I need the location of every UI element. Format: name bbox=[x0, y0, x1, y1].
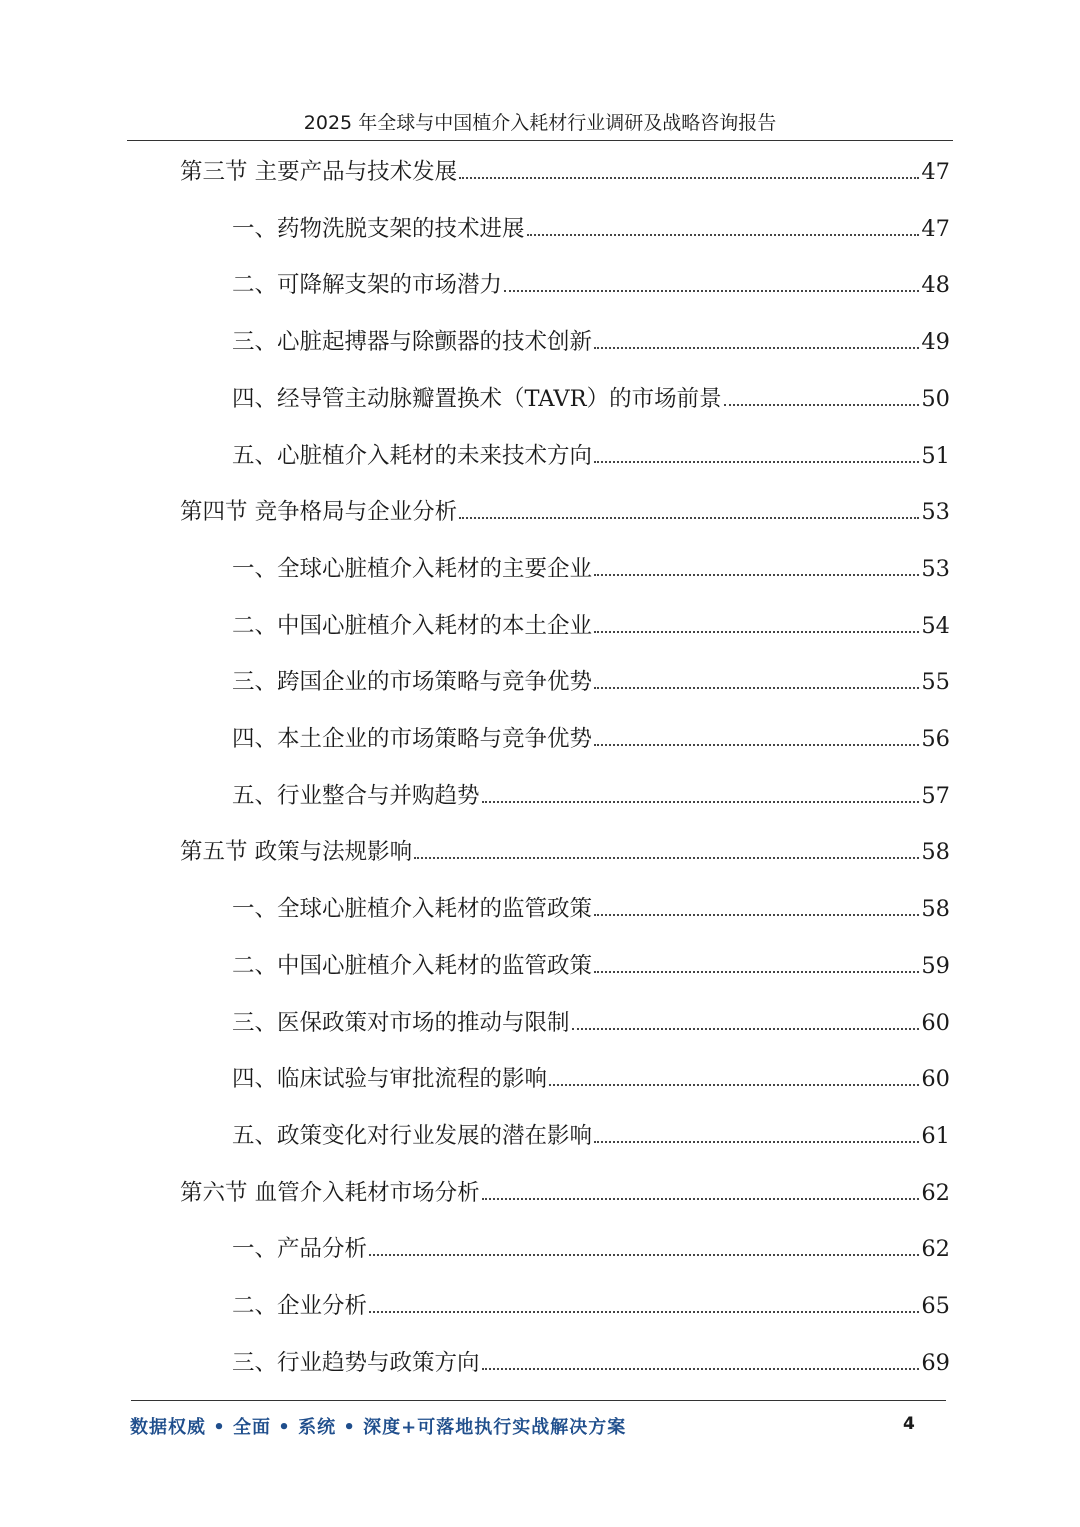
toc-dot-leader bbox=[459, 177, 919, 179]
toc-dot-leader bbox=[594, 461, 919, 463]
toc-subsection-entry[interactable] bbox=[232, 1345, 950, 1381]
header-divider bbox=[127, 140, 953, 141]
toc-dot-leader bbox=[527, 234, 920, 236]
toc-entry-label: 第六节 血管介入耗材市场分析 bbox=[180, 1179, 480, 1206]
toc-dot-leader bbox=[594, 914, 919, 916]
toc-dot-leader bbox=[369, 1254, 919, 1256]
toc-page-number: 59 bbox=[921, 952, 950, 979]
toc-page-number: 62 bbox=[921, 1179, 950, 1206]
toc-dot-leader bbox=[594, 971, 919, 973]
toc-entry-label: 五、行业整合与并购趋势 bbox=[232, 782, 480, 809]
toc-subsection-entry[interactable] bbox=[232, 324, 950, 360]
toc-dot-leader bbox=[549, 1084, 919, 1086]
toc-dot-leader bbox=[504, 290, 919, 292]
toc-page-number: 55 bbox=[921, 669, 950, 696]
toc-page-number: 53 bbox=[921, 555, 950, 582]
toc-subsection-entry[interactable] bbox=[232, 721, 950, 757]
toc-page-number: 53 bbox=[921, 499, 950, 526]
toc-entry-label: 四、本土企业的市场策略与竞争优势 bbox=[232, 726, 593, 752]
toc-entry-label: 一、全球心脏植介入耗材的监管政策 bbox=[232, 896, 593, 923]
toc-page-number: 54 bbox=[921, 612, 950, 639]
toc-entry-label: 二、可降解支架的市场潜力 bbox=[232, 272, 503, 299]
toc-page-number: 48 bbox=[921, 272, 950, 299]
toc-subsection-entry[interactable] bbox=[232, 948, 950, 984]
toc-section-entry[interactable] bbox=[180, 154, 950, 190]
footer-divider bbox=[131, 1400, 946, 1401]
toc-subsection-entry[interactable] bbox=[232, 664, 950, 700]
toc-page-number: 60 bbox=[921, 1066, 950, 1093]
toc-entry-label: 五、政策变化对行业发展的潜在影响 bbox=[232, 1122, 593, 1149]
toc-entry-label: 四、经导管主动脉瓣置换术（TAVR）的市场前景 bbox=[232, 385, 722, 412]
toc-subsection-entry[interactable] bbox=[232, 778, 950, 814]
toc-page-number: 62 bbox=[921, 1236, 950, 1263]
toc-dot-leader bbox=[459, 517, 919, 519]
toc-dot-leader bbox=[724, 404, 920, 406]
toc-dot-leader bbox=[594, 744, 919, 746]
toc-entry-label: 三、行业趋势与政策方向 bbox=[232, 1349, 480, 1376]
toc-page-number: 60 bbox=[921, 1009, 950, 1036]
toc-subsection-entry[interactable] bbox=[232, 211, 950, 247]
toc-entry-label: 一、产品分析 bbox=[232, 1236, 368, 1263]
toc-page-number: 47 bbox=[921, 159, 950, 185]
toc-page-number: 61 bbox=[921, 1122, 950, 1149]
toc-page-number: 50 bbox=[921, 385, 950, 412]
toc-dot-leader bbox=[594, 347, 919, 349]
toc-subsection-entry[interactable] bbox=[232, 1231, 950, 1267]
toc-entry-label: 四、临床试验与审批流程的影响 bbox=[232, 1066, 548, 1093]
toc-entry-label: 三、跨国企业的市场策略与竞争优势 bbox=[232, 669, 593, 696]
toc-subsection-entry[interactable] bbox=[232, 1005, 950, 1041]
toc-section-entry[interactable] bbox=[180, 1175, 950, 1211]
toc-subsection-entry[interactable] bbox=[232, 381, 950, 417]
toc-entry-label: 五、心脏植介入耗材的未来技术方向 bbox=[232, 442, 593, 469]
toc-dot-leader bbox=[594, 574, 919, 576]
toc-entry-label: 三、心脏起搏器与除颤器的技术创新 bbox=[232, 329, 593, 356]
toc-dot-leader bbox=[482, 1198, 920, 1200]
toc-entry-label: 二、中国心脏植介入耗材的本土企业 bbox=[232, 612, 593, 639]
toc-dot-leader bbox=[482, 801, 920, 803]
toc-dot-leader bbox=[594, 631, 919, 633]
report-title: 2025 年全球与中国植介入耗材行业调研及战略咨询报告 bbox=[303, 112, 777, 134]
toc-page-number: 56 bbox=[921, 726, 950, 752]
toc-page-number: 69 bbox=[921, 1349, 950, 1376]
toc-dot-leader bbox=[369, 1311, 919, 1313]
toc-subsection-entry[interactable] bbox=[232, 608, 950, 644]
toc-subsection-entry[interactable] bbox=[232, 1118, 950, 1154]
toc-entry-label: 二、企业分析 bbox=[232, 1293, 368, 1319]
toc-entry-label: 一、药物洗脱支架的技术进展 bbox=[232, 215, 525, 242]
toc-section-entry[interactable] bbox=[180, 494, 950, 530]
toc-page-number: 49 bbox=[921, 329, 950, 356]
toc-entry-label: 二、中国心脏植介入耗材的监管政策 bbox=[232, 952, 593, 979]
toc-subsection-entry[interactable] bbox=[232, 551, 950, 587]
toc-dot-leader bbox=[594, 687, 919, 689]
toc-entry-label: 第三节 主要产品与技术发展 bbox=[180, 159, 458, 185]
toc-subsection-entry[interactable] bbox=[232, 1061, 950, 1097]
toc-page-number: 57 bbox=[921, 782, 950, 809]
toc-entry-label: 第五节 政策与法规影响 bbox=[180, 839, 413, 866]
toc-subsection-entry[interactable] bbox=[232, 438, 950, 474]
toc-page-number: 47 bbox=[921, 215, 950, 242]
toc-page-number: 58 bbox=[921, 896, 950, 923]
toc-dot-leader bbox=[594, 1141, 919, 1143]
toc-entry-label: 三、医保政策对市场的推动与限制 bbox=[232, 1009, 570, 1036]
toc-entry-label: 第四节 竞争格局与企业分析 bbox=[180, 499, 458, 526]
footer-slogan: 数据权威 • 全面 • 系统 • 深度+可落地执行实战解决方案 bbox=[130, 1417, 627, 1438]
toc-dot-leader bbox=[482, 1368, 920, 1370]
page-number: 4 bbox=[903, 1414, 915, 1434]
toc-section-entry[interactable] bbox=[180, 834, 950, 870]
toc-page-number: 58 bbox=[921, 839, 950, 866]
toc-page-number: 51 bbox=[921, 442, 950, 469]
toc-subsection-entry[interactable] bbox=[232, 1288, 950, 1324]
toc-dot-leader bbox=[572, 1028, 920, 1030]
toc-page-number: 65 bbox=[921, 1293, 950, 1319]
toc-subsection-entry[interactable] bbox=[232, 891, 950, 927]
toc-dot-leader bbox=[414, 857, 919, 859]
toc-subsection-entry[interactable] bbox=[232, 267, 950, 303]
toc-entry-label: 一、全球心脏植介入耗材的主要企业 bbox=[232, 555, 593, 582]
